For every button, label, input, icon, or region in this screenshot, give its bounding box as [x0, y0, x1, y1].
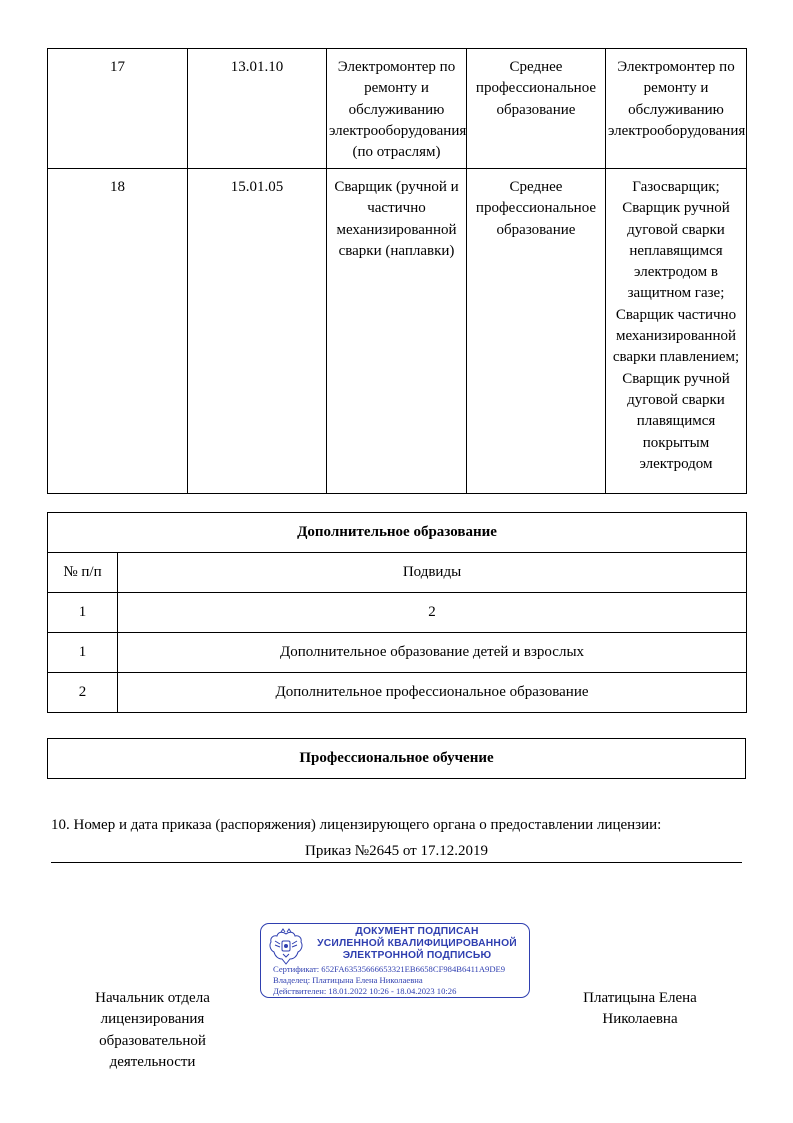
qualification: Сварщик ручной дуговой сварки плавящимся покрытым электродом — [622, 370, 730, 472]
education-level: Среднее профессиональное образование — [467, 169, 606, 494]
qualification-cell — [606, 49, 747, 169]
table-title-row — [48, 513, 747, 553]
program-name: Электромонтер по ремонту и обслуживанию электрооборудования (по отраслям) — [327, 49, 467, 169]
coat-of-arms-icon — [267, 928, 305, 968]
qualification: Электромонтер по ремонту и обслуживанию электрооборудования — [608, 59, 746, 139]
stamp-title-line: ЭЛЕКТРОННОЙ ПОДПИСЬЮ — [342, 950, 492, 961]
table-row — [48, 633, 747, 673]
stamp-owner: Владелец: Платицына Елена Николаевна — [273, 975, 423, 985]
table-row — [48, 169, 747, 494]
program-code: 15.01.05 — [188, 169, 327, 494]
column-index: 2 — [118, 593, 747, 633]
section-title: Профессиональное обучение — [48, 739, 746, 779]
education-level: Среднее профессиональное образование — [467, 49, 606, 169]
program-number: 18 — [48, 169, 188, 494]
stamp-certificate: Сертификат: 652FA63535666653321EB6658CF984B6411A9DE9 — [273, 964, 506, 974]
professional-training-table — [47, 738, 746, 779]
additional-education-table — [47, 512, 747, 713]
program-number: 17 — [48, 49, 188, 169]
table-row — [48, 49, 747, 169]
table-row — [48, 673, 747, 713]
stamp-title-line: УСИЛЕННОЙ КВАЛИФИЦИРОВАННОЙ — [317, 938, 517, 949]
license-order-label: 10. Номер и дата приказа (распоряжения) лицензирующего органа о предоставлении лицензии: — [51, 817, 662, 833]
table-title-row — [48, 739, 746, 779]
column-header-number: № п/п — [48, 553, 118, 593]
qualification-cell — [606, 169, 747, 494]
row-number: 1 — [48, 633, 118, 673]
table-index-row — [48, 593, 747, 633]
signatory-name: Платицына Елена Николаевна — [583, 990, 697, 1028]
qualification: Газосварщик; — [632, 179, 720, 195]
programs-table — [47, 48, 747, 494]
column-index: 1 — [48, 593, 118, 633]
table-header-row — [48, 553, 747, 593]
signatory-position: Начальник отдела лицензирования образовательной деятельности — [95, 990, 210, 1070]
stamp-title-line: ДОКУМЕНТ ПОДПИСАН — [355, 926, 479, 937]
subtype-name: Дополнительное образование детей и взрослых — [118, 633, 747, 673]
stamp-title — [305, 926, 529, 962]
column-header-subtypes: Подвиды — [118, 553, 747, 593]
stamp-validity: Действителен: 18.01.2022 10:26 - 18.04.2023 10:26 — [273, 986, 457, 996]
program-name: Сварщик (ручной и частично механизированной сварки (наплавки) — [327, 169, 467, 494]
qualification: Сварщик частично механизированной сварки плавлением; — [612, 306, 740, 366]
subtype-name: Дополнительное профессиональное образование — [118, 673, 747, 713]
program-code: 13.01.10 — [188, 49, 327, 169]
qualification: Сварщик ручной дуговой сварки неплавящимся электродом в защитном газе; — [622, 200, 730, 302]
section-title: Дополнительное образование — [48, 513, 747, 553]
license-order-value: Приказ №2645 от 17.12.2019 — [51, 841, 742, 863]
electronic-signature-stamp — [260, 923, 530, 998]
row-number: 2 — [48, 673, 118, 713]
